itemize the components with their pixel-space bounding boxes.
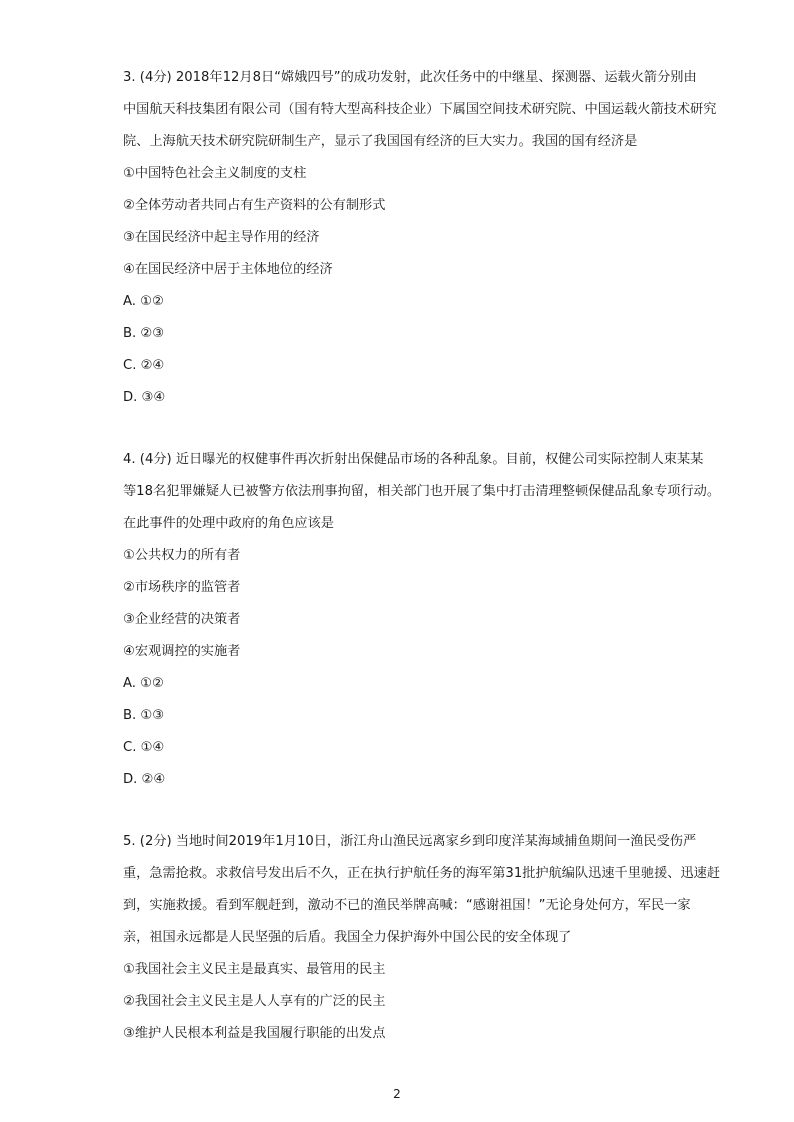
question-stem-line: 院、上海航天技术研究院研制生产，显示了我国国有经济的巨大实力。我国的国有经济是 [123,134,638,149]
question-stem-line: 亲，祖国永远都是人民坚强的后盾。我国全力保护海外中国公民的安全体现了 [123,930,572,945]
question-stem-line: 在此事件的处理中政府的角色应该是 [123,516,334,531]
statement: ①中国特色社会主义制度的支柱 [123,166,307,181]
question-3 [123,62,759,414]
choice-d: D. ②④ [123,772,166,787]
question-stem-text: 2018年12月8日“嫦娥四号”的成功发射，此次任务中的中继星、探测器、运载火箭分别由 [175,70,697,85]
choice-a: A. ①② [123,676,164,691]
question-stem-line [123,62,759,94]
question-stem-line: 等18名犯罪嫌疑人已被警方依法刑事拘留，相关部门也开展了集中打击清理整顿保健品乱象专项行动。 [123,484,721,499]
question-stem-text: 近日曝光的权健事件再次折射出保健品市场的各种乱象。目前，权健公司实际控制人束某某 [175,452,704,467]
question-stem-line [123,444,759,476]
question-spacer [123,796,759,826]
page-number: 2 [393,1087,401,1101]
choice-c: C. ②④ [123,358,165,373]
question-stem-line: 到，实施救援。看到军舰赶到，激动不已的渔民举牌高喊：“感谢祖国！”无论身处何方，军民一家 [123,898,691,913]
statement: ③维护人民根本利益是我国履行职能的出发点 [123,1026,386,1041]
statement: ④在国民经济中居于主体地位的经济 [123,262,333,277]
statement: ④宏观调控的实施者 [123,644,241,659]
statement: ③企业经营的决策者 [123,612,241,627]
question-spacer [123,414,759,444]
statement: ②我国社会主义民主是人人享有的广泛的民主 [123,994,386,1009]
statement: ②市场秩序的监管者 [123,580,241,595]
question-score: (2分) [139,834,172,849]
choice-c: C. ①④ [123,740,165,755]
question-number: 4. [123,452,136,467]
choice-b: B. ①③ [123,708,165,723]
question-score: (4分) [139,70,172,85]
question-number: 5. [123,834,136,849]
question-4 [123,444,759,796]
choice-a: A. ①② [123,294,164,309]
statement: ①公共权力的所有者 [123,548,241,563]
statement: ②全体劳动者共同占有生产资料的公有制形式 [123,198,386,213]
question-5 [123,826,759,1050]
page-content [123,62,759,1050]
question-number: 3. [123,70,136,85]
question-stem-text: 当地时间2019年1月10日，浙江舟山渔民远离家乡到印度洋某海域捕鱼期间一渔民受伤严 [175,834,697,849]
choice-d: D. ③④ [123,390,166,405]
statement: ①我国社会主义民主是最真实、最管用的民主 [123,962,386,977]
choice-b: B. ②③ [123,326,165,341]
question-score: (4分) [139,452,172,467]
question-stem-line [123,826,759,858]
statement: ③在国民经济中起主导作用的经济 [123,230,320,245]
question-stem-line: 重，急需抢救。求救信号发出后不久，正在执行护航任务的海军第31批护航编队迅速千里驰援、迅速赶 [123,866,721,881]
question-stem-line: 中国航天科技集团有限公司（国有特大型高科技企业）下属国空间技术研究院、中国运载火箭技术研究 [123,102,717,117]
